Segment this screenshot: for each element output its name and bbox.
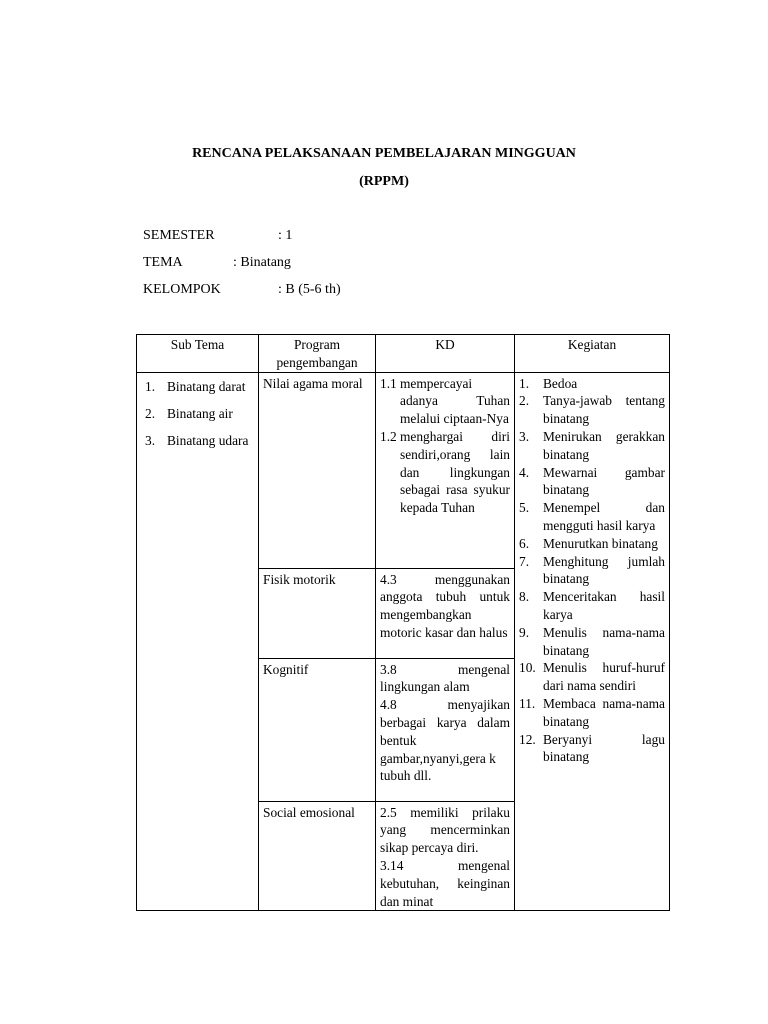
list-text: Menulis huruf-huruf dari nama sendiri <box>543 660 665 694</box>
list-text: Binatang darat <box>167 378 246 394</box>
list-number: 2. <box>145 405 156 421</box>
list-text: Menempel dan mengguti hasil karya <box>543 500 665 533</box>
semester-label: SEMESTER <box>143 228 215 243</box>
list-item <box>519 375 665 393</box>
list-text: Menulis nama-nama binatang <box>543 624 665 658</box>
list-item <box>519 428 665 464</box>
list-text: Binatang air <box>167 405 233 421</box>
list-number: 9. <box>519 624 530 640</box>
kegiatan-list <box>519 375 665 767</box>
kd-text: 4.3 menggunakan anggota tubuh untuk mengembangkan motoric kasar dan halus <box>380 571 510 640</box>
list-item <box>519 464 665 500</box>
list-item <box>519 535 665 553</box>
list-item <box>519 588 665 624</box>
list-item <box>519 695 665 731</box>
tema-value: : Binatang <box>233 255 291 270</box>
kelompok-label: KELOMPOK <box>143 282 221 297</box>
list-item <box>141 400 254 427</box>
header-kd: KD <box>376 335 515 373</box>
kd-cell <box>376 658 515 801</box>
list-item <box>519 553 665 589</box>
sub-tema-list <box>141 373 254 454</box>
list-text: Menirukan gerakkan binatang <box>543 428 665 462</box>
kd-text: 4.8 menyajikan berbagai karya dalam bentuk gambar,nyanyi,gera k <box>380 697 510 766</box>
list-number: 3. <box>519 428 530 444</box>
list-number: 3. <box>145 432 156 448</box>
list-item <box>141 427 254 454</box>
list-item <box>519 499 665 535</box>
list-item <box>380 375 510 428</box>
kelompok-value: : B (5-6 th) <box>278 282 341 297</box>
list-number: 2. <box>519 393 530 409</box>
header-kegiatan: Kegiatan <box>515 335 670 373</box>
document-title: RENCANA PELAKSANAAN PEMBELAJARAN MINGGUAN <box>192 146 576 161</box>
list-number: 5. <box>519 500 530 516</box>
list-text: Tanya-jawab tentang binatang <box>543 393 665 427</box>
list-number: 7. <box>519 553 530 569</box>
kd-cell <box>376 801 515 911</box>
list-text: Binatang udara <box>167 432 249 448</box>
list-text: menghargai diri sendiri,orang lain dan lingkungan sebagai rasa syukur kepada Tuhan <box>400 428 510 516</box>
list-item <box>519 731 665 767</box>
list-item <box>519 392 665 428</box>
table-row <box>137 372 670 568</box>
list-text: Membaca nama-nama binatang <box>543 695 665 729</box>
kd-cell <box>376 568 515 658</box>
document-subtitle: (RPPM) <box>359 174 409 189</box>
list-number: 11. <box>519 695 536 711</box>
list-item <box>519 659 665 695</box>
header-sub-tema: Sub Tema <box>137 335 259 373</box>
list-number: 12. <box>519 731 536 747</box>
kd-text: 3.14 mengenal kebutuhan, keinginan dan minat <box>380 857 510 909</box>
kd-list <box>380 375 510 517</box>
program-cell: Social emosional <box>259 801 376 911</box>
list-text: Menceritakan hasil karya <box>543 589 665 622</box>
tema-label: TEMA <box>143 255 183 270</box>
list-number: 1.1 <box>380 375 397 391</box>
list-number: 8. <box>519 589 530 605</box>
program-cell: Nilai agama moral <box>259 372 376 568</box>
program-cell: Fisik motorik <box>259 568 376 658</box>
table-header-row <box>137 335 670 373</box>
list-text: Beryanyi lagu binatang <box>543 731 665 765</box>
kd-text: 2.5 memiliki prilaku yang mencerminkan sikap percaya diri. <box>380 804 510 856</box>
kd-text: tubuh dll. <box>380 768 432 784</box>
list-text: mempercayai adanya Tuhan melalui ciptaan-Nya <box>400 375 510 427</box>
rppm-table <box>136 334 670 911</box>
list-text: Mewarnai gambar binatang <box>543 464 665 498</box>
list-item <box>519 624 665 660</box>
kd-cell <box>376 372 515 568</box>
header-program: Program pengembangan <box>259 335 376 373</box>
list-number: 4. <box>519 464 530 480</box>
kegiatan-cell <box>515 372 670 911</box>
list-number: 1.2 <box>380 428 397 444</box>
list-text: Menghitung jumlah binatang <box>543 553 665 587</box>
list-number: 1. <box>519 375 530 391</box>
semester-value: : 1 <box>278 228 293 243</box>
program-cell: Kognitif <box>259 658 376 801</box>
list-number: 10. <box>519 660 536 676</box>
list-text: Menurutkan binatang <box>543 535 658 551</box>
kd-text: 3.8 mengenal lingkungan alam <box>380 661 510 695</box>
list-number: 1. <box>145 378 156 394</box>
list-item <box>380 428 510 517</box>
list-number: 6. <box>519 535 530 551</box>
list-text: Bedoa <box>543 375 578 391</box>
sub-tema-cell <box>137 372 259 911</box>
list-item <box>141 373 254 400</box>
